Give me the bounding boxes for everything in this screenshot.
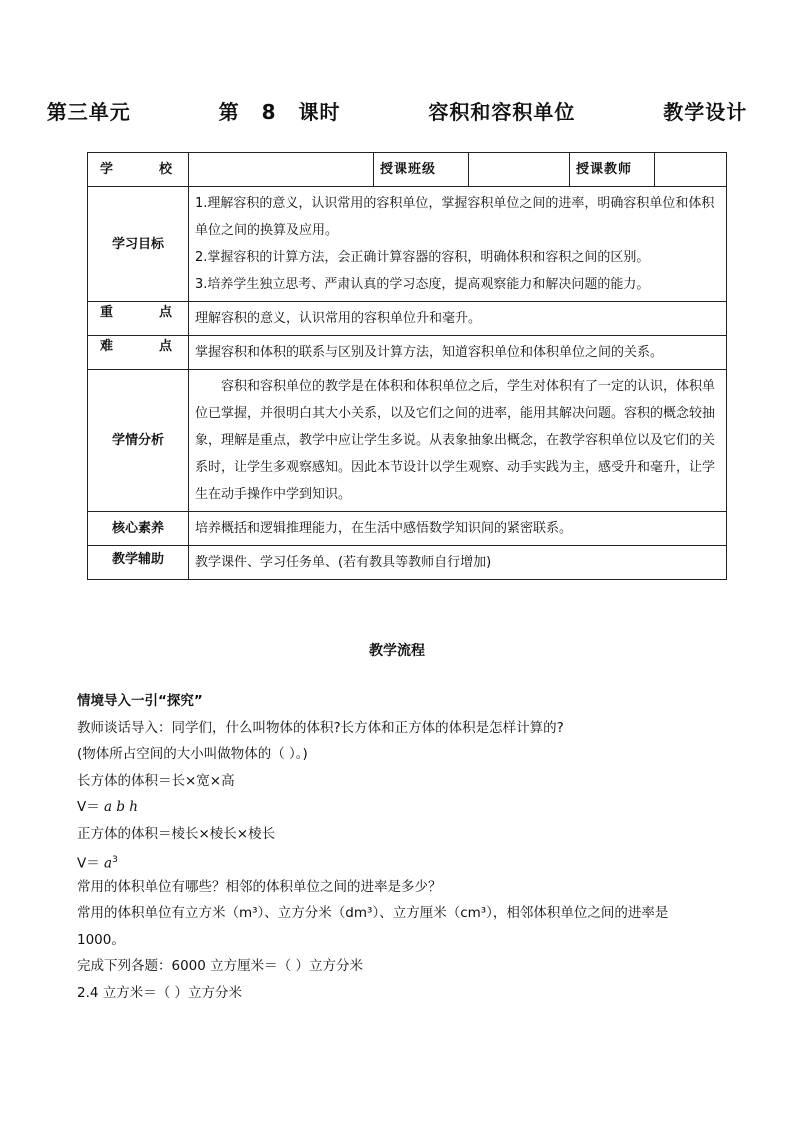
lesson-info-table xyxy=(87,152,727,580)
table-row-goals xyxy=(88,187,727,302)
difficulty-content: 掌握容积和体积的联系与区别及计算方法，知道容积单位和体积单位之间的关系。 xyxy=(189,336,727,370)
goal-item: 2.掌握容积的计算方法，会正确计算容器的容积，明确体积和容积之间的区别。 xyxy=(195,250,650,265)
analysis-label: 学情分析 xyxy=(88,370,189,512)
cube-formula xyxy=(77,847,717,874)
teacher-value-cell xyxy=(655,153,727,187)
cuboid-formula xyxy=(77,794,717,821)
formula-expression: a b h xyxy=(104,799,138,815)
flow-line: 常用的体积单位有立方米（m³）、立方分米（dm³）、立方厘米（cm³），相邻体积单位之间的进率是 xyxy=(77,905,669,921)
goals-label: 学习目标 xyxy=(88,187,189,302)
goal-item: 1.理解容积的意义，认识常用的容积单位，掌握容积单位之间的进率，明确容积单位和体积单位之间的换算及应用。 xyxy=(195,196,715,238)
key-content: 理解容积的意义，认识常用的容积单位升和毫升。 xyxy=(189,302,727,336)
section-title: 教学流程 xyxy=(369,643,425,659)
literacy-content: 培养概括和逻辑推理能力，在生活中感悟数学知识间的紧密联系。 xyxy=(189,512,727,546)
formula-prefix: V＝ xyxy=(77,799,105,815)
school-value-cell xyxy=(189,153,374,187)
aids-label: 教学辅助 xyxy=(88,546,189,580)
exercise-line: 2.4 立方米＝（ ）立方分米 xyxy=(77,984,243,1001)
flow-line: 教师谈话导入：同学们，什么叫物体的体积?长方体和正方体的体积是怎样计算的? xyxy=(77,719,564,736)
flow-line: 常用的体积单位有哪些？相邻的体积单位之间的进率是多少？ xyxy=(77,878,442,895)
flow-line: 长方体的体积＝长×宽×高 xyxy=(77,772,235,789)
flow-heading: 情境导入一引“探究” xyxy=(77,693,203,709)
school-label: 学 校 xyxy=(88,153,189,187)
analysis-content: 容积和容积单位的教学是在体积和体积单位之后，学生对体积有了一定的认识，体积单位已掌握，并很明白其大小关系，以及它们之间的进率，能用其解决问题。容积的概念较抽象，理解是重点，教学中应让学生多说。从表象抽象出概念，在教学容积单位以及它们的关系时，让学生多观察感知。因此本节设计以学生观察、动手实践为主，感受升和毫升，让学生在动手操作中学到知识。 xyxy=(189,370,727,512)
table-row-key xyxy=(88,302,727,336)
table-row-header xyxy=(88,153,727,187)
page-title: 第三单元 第 8 课时 容积和容积单位 教学设计 xyxy=(46,100,748,124)
difficulty-label: 难 点 xyxy=(88,336,189,370)
flow-line: (物体所占空间的大小叫做物体的（ ）。) xyxy=(77,746,308,762)
goal-item: 3.培养学生独立思考、严肃认真的学习态度，提高观察能力和解决问题的能力。 xyxy=(195,277,650,292)
table-row-aids xyxy=(88,546,727,580)
flow-line: 正方体的体积＝棱长×棱长×棱长 xyxy=(77,825,276,842)
table-row-literacy xyxy=(88,512,727,546)
table-row-difficulty xyxy=(88,336,727,370)
class-value-cell xyxy=(469,153,570,187)
formula-prefix: V＝ xyxy=(77,855,105,872)
flow-line: 1000。 xyxy=(77,931,125,948)
literacy-label: 核心素养 xyxy=(88,512,189,546)
table-row-analysis xyxy=(88,370,727,512)
aids-content: 教学课件、学习任务单、(若有教具等教师自行增加) xyxy=(189,546,727,580)
key-label: 重 点 xyxy=(88,302,189,336)
teaching-flow xyxy=(77,688,717,1006)
formula-exponent: 3 xyxy=(112,855,118,865)
exercise-line: 完成下列各题：6000 立方厘米＝（ ）立方分米 xyxy=(77,958,363,974)
goals-content xyxy=(189,187,727,302)
class-label: 授课班级 xyxy=(374,153,469,187)
formula-base: a xyxy=(104,855,113,872)
teacher-label: 授课教师 xyxy=(570,153,655,187)
